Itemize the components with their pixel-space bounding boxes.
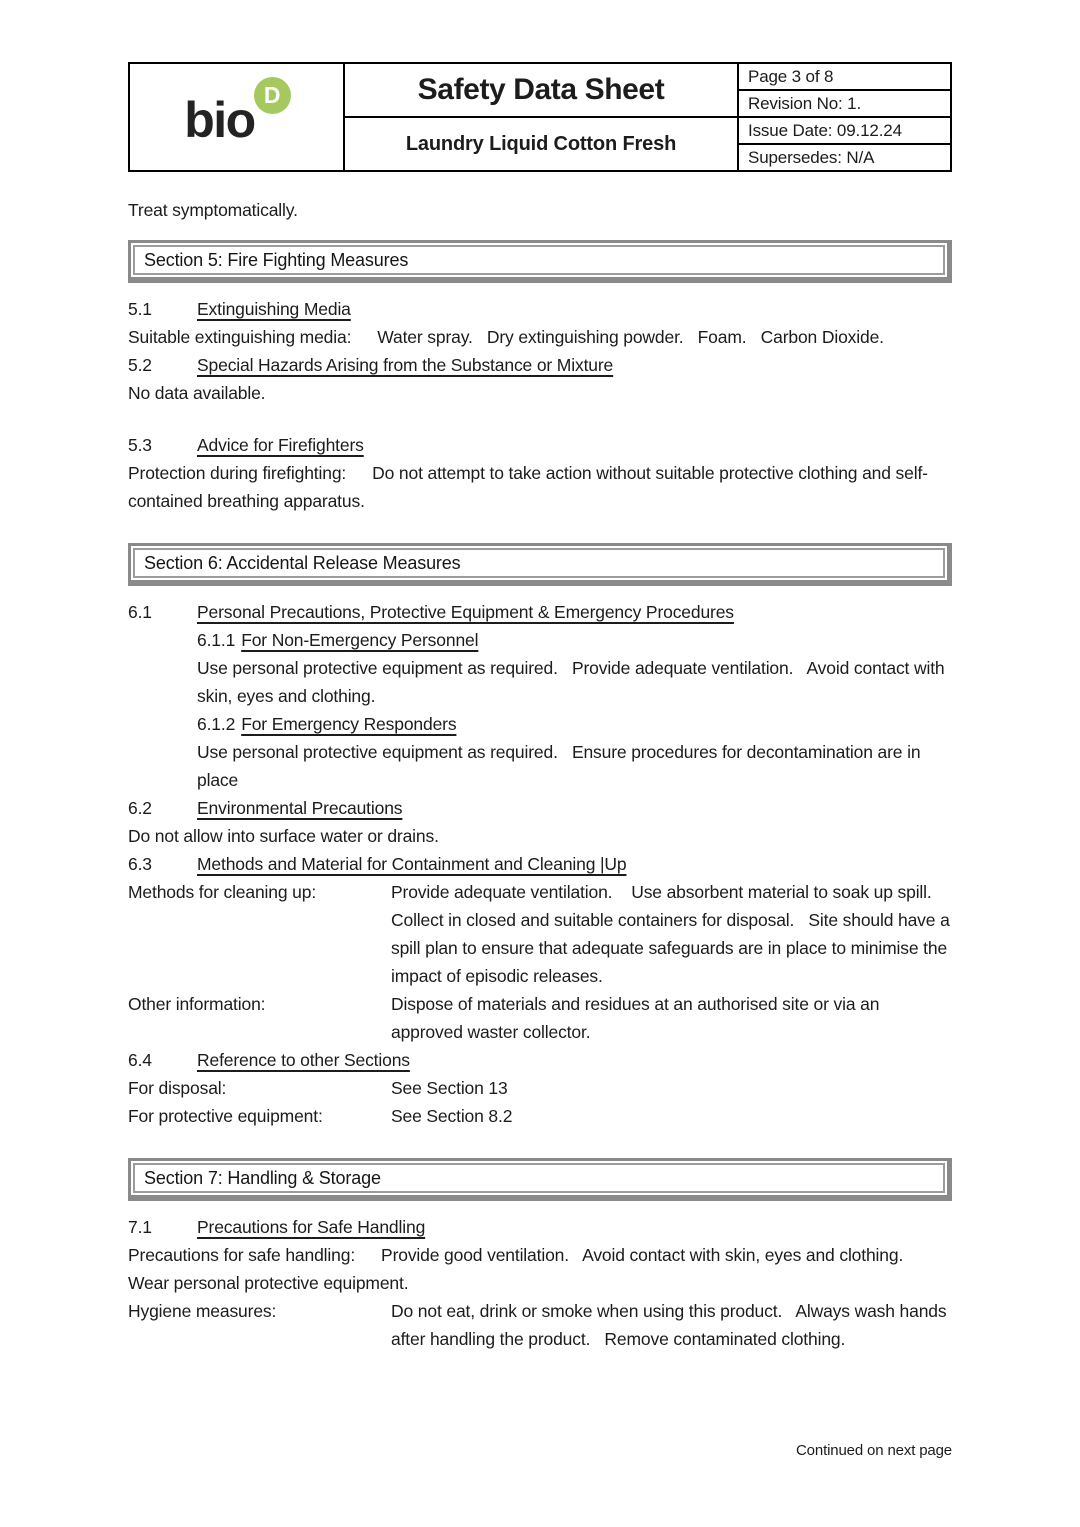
heading-text: Extinguishing Media: [197, 299, 351, 319]
header-title-cell: [343, 64, 739, 170]
suitable-media-label: Suitable extinguishing media:: [128, 327, 352, 347]
logo-cell: [130, 64, 343, 170]
continued-note: Continued on next page: [796, 1442, 952, 1459]
heading-5-2: [128, 351, 952, 379]
firefighting-protection-value: Do not attempt to take action without suitable protective clothing and self-contained breathing apparatus.: [128, 463, 928, 511]
firefighting-protection-line: [128, 459, 952, 515]
heading-number: 6.3: [128, 854, 152, 874]
hygiene-measures-value: Do not eat, drink or smoke when using this product. Always wash hands after handling the product. Remove contaminated clothing.: [391, 1301, 952, 1349]
heading-text: Methods and Material for Containment and Cleaning |Up: [197, 854, 627, 874]
heading-7-1: [128, 1213, 952, 1241]
header-meta-cell: [739, 64, 950, 170]
heading-text: Environmental Precautions: [197, 798, 403, 818]
heading-number: 6.2: [128, 798, 152, 818]
firefighting-protection-label: Protection during firefighting:: [128, 463, 347, 483]
heading-number: 7.1: [128, 1217, 152, 1237]
header-table: [128, 62, 952, 172]
bio-d-logo: [184, 82, 288, 148]
logo-bio-text: bio: [184, 92, 255, 148]
heading-text: Personal Precautions, Protective Equipment & Emergency Procedures: [197, 602, 734, 622]
emergency-responders-text: Use personal protective equipment as required. Ensure procedures for decontamination are in place: [197, 742, 926, 790]
blank-line: [128, 407, 952, 431]
heading-text: Reference to other Sections: [197, 1050, 410, 1070]
product-name: Laundry Liquid Cotton Fresh: [405, 132, 677, 155]
safe-handling-value: Provide good ventilation. Avoid contact with skin, eyes and clothing. Wear personal protective equipment.: [128, 1245, 913, 1293]
heading-6-1-1: [197, 626, 952, 654]
methods-cleaning-label: Methods for cleaning up:: [128, 882, 317, 902]
page-number: Page 3 of 8: [739, 64, 950, 91]
methods-cleaning-row: [128, 878, 955, 990]
heading-number: 5.2: [128, 355, 152, 375]
environmental-text: Do not allow into surface water or drains.: [128, 826, 439, 846]
heading-5-1: [128, 295, 952, 323]
issue-date: Issue Date: 09.12.24: [739, 118, 950, 145]
heading-text: Precautions for Safe Handling: [197, 1217, 426, 1237]
heading-6-3: [128, 850, 952, 878]
non-emergency-text: Use personal protective equipment as required. Provide adequate ventilation. Avoid contact with skin, eyes and clothing.: [197, 658, 950, 706]
section5-banner-title: Section 5: Fire Fighting Measures: [133, 245, 945, 275]
revision-number: Revision No: 1.: [739, 91, 950, 118]
heading-number: 6.1.1: [197, 630, 236, 650]
heading-6-1: [128, 598, 952, 626]
section7-banner-title: Section 7: Handling & Storage: [133, 1163, 945, 1193]
document-title: Safety Data Sheet: [345, 64, 737, 118]
heading-number: 5.3: [128, 435, 152, 455]
other-information-label: Other information:: [128, 994, 266, 1014]
supersedes: Supersedes: N/A: [748, 147, 875, 167]
disposal-row: [128, 1074, 952, 1102]
disposal-value: See Section 13: [391, 1078, 508, 1098]
heading-number: 6.4: [128, 1050, 152, 1070]
safe-handling-line: [128, 1241, 952, 1297]
heading-6-1-2: [197, 710, 952, 738]
intro-text: Treat symptomatically.: [128, 200, 298, 220]
protective-equipment-label: For protective equipment:: [128, 1106, 323, 1126]
heading-6-4: [128, 1046, 952, 1074]
heading-text: Special Hazards Arising from the Substance or Mixture: [197, 355, 614, 375]
hygiene-measures-label: Hygiene measures:: [128, 1301, 277, 1321]
heading-number: 5.1: [128, 299, 152, 319]
heading-6-2: [128, 794, 952, 822]
protective-equipment-value: See Section 8.2: [391, 1106, 513, 1126]
logo-d-badge-icon: D: [254, 77, 291, 114]
section5-banner: [128, 240, 952, 283]
other-information-row: [128, 990, 952, 1046]
heading-text: For Emergency Responders: [241, 714, 457, 734]
section6-banner: [128, 543, 952, 586]
safe-handling-label: Precautions for safe handling:: [128, 1245, 356, 1265]
protective-equipment-row: [128, 1102, 952, 1130]
other-information-value: Dispose of materials and residues at an authorised site or via an approved waster collector.: [391, 994, 885, 1042]
heading-number: 6.1: [128, 602, 152, 622]
methods-cleaning-value: Provide adequate ventilation. Use absorbent material to soak up spill. Collect in closed and suitable containers for disposal. Site should have a spill plan to ensure that adequate safeguards are in place to minimise the impact of episodic releases.: [391, 882, 955, 986]
heading-5-3: [128, 431, 952, 459]
hygiene-measures-row: [128, 1297, 952, 1353]
suitable-media-line: [128, 323, 952, 351]
no-data-text: No data available.: [128, 383, 266, 403]
heading-text: Advice for Firefighters: [197, 435, 364, 455]
heading-number: 6.1.2: [197, 714, 236, 734]
section6-banner-title: Section 6: Accidental Release Measures: [133, 548, 945, 578]
heading-text: For Non-Emergency Personnel: [241, 630, 479, 650]
disposal-label: For disposal:: [128, 1078, 227, 1098]
section7-banner: [128, 1158, 952, 1201]
suitable-media-value: Water spray. Dry extinguishing powder. Foam. Carbon Dioxide.: [377, 327, 884, 347]
